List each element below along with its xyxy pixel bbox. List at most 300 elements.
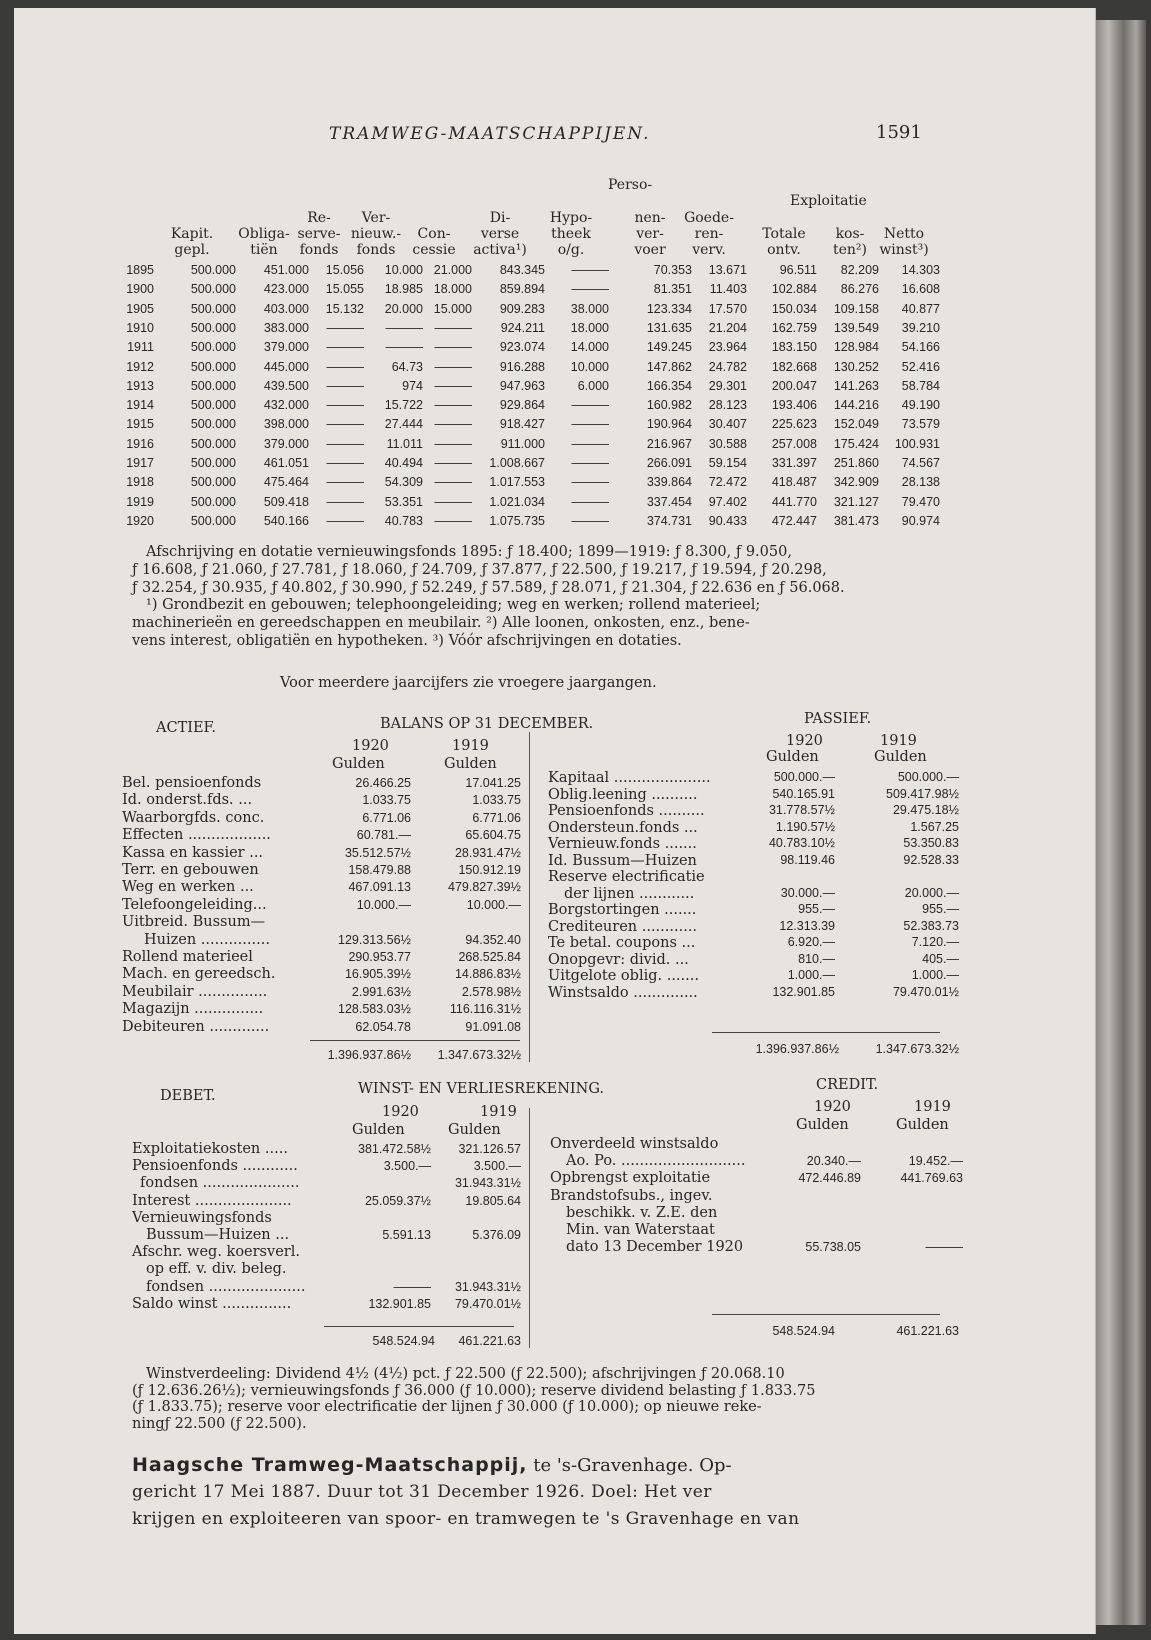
table-cell: 14.303 bbox=[901, 263, 940, 277]
header-c11-line: kos- bbox=[835, 226, 865, 242]
credit-value-1920: 55.738.05 bbox=[805, 1240, 861, 1255]
balance-actief-unit: Gulden bbox=[444, 756, 497, 772]
header-c8-line: voer bbox=[634, 242, 666, 258]
debet-label: op eff. v. div. beleg. bbox=[146, 1261, 287, 1278]
actief-label: Uitbreid. Bussum— bbox=[122, 914, 266, 931]
row-year: 1895 bbox=[126, 263, 154, 277]
actief-value-1920: 129.313.56½ bbox=[338, 932, 411, 947]
table-cell: ——— bbox=[326, 359, 364, 374]
table-cell: 10.000 bbox=[570, 359, 609, 374]
passief-value-1919: 79.470.01½ bbox=[892, 984, 959, 999]
table-cell: ——— bbox=[434, 417, 472, 432]
table-cell: 924.211 bbox=[500, 320, 545, 335]
balance-actief-year: 1919 bbox=[452, 738, 489, 754]
header-c6-line: verse bbox=[480, 226, 520, 242]
pl-debet-year: 1919 bbox=[480, 1104, 517, 1120]
row-year: 1912 bbox=[126, 359, 154, 374]
actief-value-1920: 62.054.78 bbox=[355, 1019, 411, 1034]
actief-value-1919: 116.116.31½ bbox=[449, 1002, 521, 1017]
table-cell: 1.021.034 bbox=[489, 494, 545, 509]
table-cell: 540.166 bbox=[263, 513, 309, 528]
table-cell: 40.783 bbox=[384, 513, 423, 528]
footnote-line: ƒ 16.608, ƒ 21.060, ƒ 27.781, ƒ 18.060, ƒ 24.709, ƒ 37.877, ƒ 22.500, ƒ 19.217, ƒ 19.594, ƒ 20.298, bbox=[132, 561, 827, 578]
actief-label: Mach. en gereedsch. bbox=[122, 966, 276, 983]
table-row bbox=[126, 359, 992, 379]
actief-value-1920: 60.781.— bbox=[356, 828, 411, 843]
table-cell: ——— bbox=[571, 456, 609, 470]
header-c1-line: gepl. bbox=[174, 242, 210, 258]
passief-label: Te betal. coupons ... bbox=[548, 935, 696, 951]
header-c11-line: ten²) bbox=[832, 242, 867, 258]
passief-value-1920: 31.778.57½ bbox=[768, 803, 835, 817]
passief-label: Id. Bussum—Huizen bbox=[548, 852, 697, 869]
table-cell: 379.000 bbox=[263, 436, 309, 451]
table-cell: 13.671 bbox=[708, 263, 747, 277]
pl-debet-unit: Gulden bbox=[352, 1122, 405, 1138]
table-cell: 160.982 bbox=[646, 398, 692, 413]
table-cell: ——— bbox=[385, 340, 423, 355]
row-year: 1917 bbox=[126, 456, 154, 470]
table-cell: 49.190 bbox=[901, 398, 940, 413]
actief-label: Bel. pensioenfonds bbox=[122, 775, 262, 791]
balance-passief-year: 1919 bbox=[880, 733, 917, 749]
actief-value-1920: 35.512.57½ bbox=[344, 845, 411, 860]
actief-value-1920: 467.091.13 bbox=[348, 880, 411, 895]
company-line-1-rest: te 's-Gravenhage. Op- bbox=[527, 1455, 732, 1476]
table-cell: 251.860 bbox=[833, 456, 879, 470]
table-cell: 39.210 bbox=[901, 320, 940, 335]
actief-value-1919: 479.827.39½ bbox=[448, 880, 521, 895]
table-cell: 90.974 bbox=[901, 513, 940, 528]
passief-label: Kapitaal ..................... bbox=[548, 770, 711, 786]
table-cell: 70.353 bbox=[653, 263, 692, 277]
passief-label: Uitgelote oblig. ....... bbox=[548, 968, 699, 984]
credit-label: Min. van Waterstaat bbox=[566, 1222, 715, 1238]
passief-value-1920: 12.313.39 bbox=[779, 918, 835, 933]
debet-value-1920: ——— bbox=[393, 1279, 431, 1294]
row-year: 1916 bbox=[126, 436, 154, 451]
footnote-line: machinerieën en gereedschappen en meubilair. ²) Alle loonen, onkosten, enz., bene- bbox=[132, 615, 750, 632]
actief-value-1919: 91.091.08 bbox=[465, 1019, 521, 1034]
passief-value-1919: 1.567.25 bbox=[910, 819, 959, 834]
table-cell: ——— bbox=[326, 494, 364, 509]
table-cell: 90.433 bbox=[708, 513, 747, 528]
passief-value-1919: 92.528.33 bbox=[903, 852, 959, 867]
table-cell: 500.000 bbox=[190, 456, 236, 470]
balance-title: BALANS OP 31 DECEMBER. bbox=[380, 716, 594, 732]
actief-label: Effecten .................. bbox=[122, 827, 271, 844]
balance-passief-rule bbox=[712, 1032, 940, 1033]
balance-passief-unit: Gulden bbox=[874, 749, 927, 765]
company-line-3: krijgen en exploiteeren van spoor- en tramwegen te 's Gravenhage en van bbox=[132, 1509, 800, 1529]
credit-value-1920: 472.446.89 bbox=[798, 1171, 861, 1186]
table-row bbox=[126, 378, 992, 398]
table-cell: 439.500 bbox=[263, 378, 309, 393]
actief-value-1919: 268.525.84 bbox=[458, 950, 521, 964]
table-cell: 28.138 bbox=[901, 475, 940, 490]
actief-value-1920: 16.905.39½ bbox=[344, 967, 411, 982]
table-cell: ——— bbox=[326, 340, 364, 355]
row-year: 1910 bbox=[126, 320, 154, 335]
table-cell: 15.722 bbox=[384, 398, 423, 413]
actief-value-1920: 26.466.25 bbox=[355, 776, 411, 790]
distribution-line: ningƒ 22.500 (ƒ 22.500). bbox=[132, 1415, 307, 1432]
credit-label: Brandstofsubs., ingev. bbox=[550, 1187, 713, 1204]
table-cell: 144.216 bbox=[833, 398, 879, 413]
table-cell: 38.000 bbox=[570, 301, 609, 316]
header-c10-line: ontv. bbox=[767, 242, 801, 258]
table-cell: ——— bbox=[571, 494, 609, 509]
actief-label: Telefoongeleiding... bbox=[122, 896, 267, 913]
table-cell: 40.494 bbox=[384, 456, 423, 470]
table-cell: 331.397 bbox=[771, 456, 817, 470]
table-cell: 911.000 bbox=[500, 436, 545, 451]
table-cell: 11.403 bbox=[709, 282, 747, 297]
table-cell: ——— bbox=[326, 436, 364, 451]
table-cell: ——— bbox=[326, 378, 364, 393]
table-cell: 59.154 bbox=[708, 456, 747, 470]
table-cell: 23.964 bbox=[708, 340, 747, 355]
table-cell: 139.549 bbox=[833, 320, 879, 335]
table-cell: 100.931 bbox=[894, 436, 940, 451]
credit-label: Ao. Po. ........................... bbox=[566, 1153, 746, 1170]
table-cell: ——— bbox=[571, 263, 609, 277]
table-cell: ——— bbox=[326, 513, 364, 528]
actief-value-1920: 158.479.88 bbox=[348, 863, 411, 877]
table-cell: 109.158 bbox=[833, 301, 879, 316]
footnote-line: vens interest, obligatiën en hypotheken. ³) Vóór afschrijvingen en dotaties. bbox=[132, 633, 682, 649]
actief-value-1919: 65.604.75 bbox=[465, 828, 521, 843]
passief-value-1919: 405.— bbox=[922, 951, 959, 966]
debet-label: fondsen ..................... bbox=[140, 1175, 300, 1192]
table-cell: 441.770 bbox=[771, 494, 817, 509]
table-cell: 131.635 bbox=[646, 320, 692, 335]
debet-value-1920: 25.059.37½ bbox=[364, 1193, 431, 1208]
table-cell: 500.000 bbox=[190, 263, 236, 277]
table-row bbox=[126, 513, 992, 533]
table-cell: 321.127 bbox=[833, 494, 879, 509]
table-cell: 27.444 bbox=[384, 417, 423, 432]
table-cell: 86.276 bbox=[840, 282, 879, 297]
debet-value-1919: 321.126.57 bbox=[458, 1142, 521, 1156]
passief-value-1919: 509.417.98½ bbox=[886, 786, 959, 801]
passief-value-1920: 132.901.85 bbox=[772, 984, 835, 999]
table-cell: 500.000 bbox=[190, 475, 236, 490]
passief-value-1919: 500.000.— bbox=[897, 770, 959, 784]
table-cell: 509.418 bbox=[263, 494, 309, 509]
table-cell: 500.000 bbox=[190, 282, 236, 297]
table-cell: 18.985 bbox=[384, 282, 423, 297]
passief-value-1919: 1.000.— bbox=[911, 968, 959, 982]
table-cell: 374.731 bbox=[646, 513, 692, 528]
credit-label: dato 13 December 1920 bbox=[566, 1239, 744, 1256]
debet-value-1919: 79.470.01½ bbox=[454, 1296, 521, 1311]
balance-actief-rule bbox=[310, 1040, 520, 1041]
table-row bbox=[126, 456, 992, 475]
table-cell: 461.051 bbox=[263, 456, 309, 470]
table-cell: 15.056 bbox=[325, 263, 364, 277]
table-cell: 190.964 bbox=[646, 417, 692, 432]
header-c2-line: tiën bbox=[250, 242, 278, 258]
table-cell: 141.263 bbox=[833, 378, 879, 393]
passief-total-1920: 1.396.937.86½ bbox=[755, 1042, 839, 1056]
table-cell: 183.150 bbox=[771, 340, 817, 355]
credit-label: Opbrengst exploitatie bbox=[550, 1170, 711, 1187]
table-cell: 859.894 bbox=[499, 282, 545, 297]
table-cell: 72.472 bbox=[708, 475, 747, 490]
debet-label: Saldo winst ............... bbox=[132, 1295, 292, 1312]
actief-value-1920: 128.583.03½ bbox=[338, 1002, 411, 1017]
see-also-note: Voor meerdere jaarcijfers zie vroegere jaargangen. bbox=[280, 675, 657, 691]
table-row bbox=[126, 436, 992, 456]
header-c9-line: verv. bbox=[692, 242, 726, 258]
table-cell: 10.000 bbox=[384, 263, 423, 277]
actief-value-1920: 2.991.63½ bbox=[351, 984, 411, 999]
table-cell: 96.511 bbox=[779, 263, 817, 277]
header-c7-line: o/g. bbox=[557, 242, 585, 258]
passief-value-1920: 40.783.10½ bbox=[768, 836, 835, 850]
table-cell: 54.309 bbox=[384, 475, 423, 490]
pl-credit-unit: Gulden bbox=[896, 1117, 949, 1133]
table-cell: 150.034 bbox=[771, 301, 817, 316]
table-cell: ——— bbox=[571, 398, 609, 413]
table-cell: 923.074 bbox=[499, 340, 545, 355]
debet-label: Exploitatiekosten ..... bbox=[132, 1141, 288, 1157]
table-row bbox=[126, 475, 992, 494]
footnote-line: Afschrijving en dotatie vernieuwingsfonds 1895: ƒ 18.400; 1899—1919: ƒ 8.300, ƒ 9.050, bbox=[146, 544, 792, 560]
header-c4-line: Ver- bbox=[361, 210, 391, 226]
table-cell: 40.877 bbox=[901, 301, 940, 316]
table-cell: 929.864 bbox=[499, 398, 545, 413]
actief-value-1920: 10.000.— bbox=[356, 897, 411, 912]
table-cell: 152.049 bbox=[833, 417, 879, 432]
balance-passief-year: 1920 bbox=[786, 733, 823, 749]
table-cell: 445.000 bbox=[263, 359, 309, 374]
actief-label: Id. onderst.fds. ... bbox=[122, 792, 253, 809]
actief-label: Terr. en gebouwen bbox=[122, 862, 259, 878]
table-cell: 54.166 bbox=[901, 340, 940, 355]
header-c10-line: Totale bbox=[762, 226, 806, 242]
table-cell: 1.075.735 bbox=[489, 513, 545, 528]
passief-value-1920: 540.165.91 bbox=[772, 786, 835, 801]
table-cell: 102.884 bbox=[771, 282, 817, 297]
balance-right-title: PASSIEF. bbox=[804, 711, 872, 727]
header-exploitatie-top: Exploitatie bbox=[790, 193, 867, 209]
actief-value-1919: 94.352.40 bbox=[465, 932, 521, 947]
row-year: 1913 bbox=[126, 378, 154, 393]
table-cell: 81.351 bbox=[653, 282, 692, 297]
table-cell: 30.588 bbox=[708, 436, 747, 451]
table-row bbox=[126, 320, 992, 340]
header-c9-line: ren- bbox=[694, 226, 724, 242]
table-cell: ——— bbox=[326, 417, 364, 432]
table-cell: 500.000 bbox=[190, 494, 236, 509]
actief-value-1920: 1.033.75 bbox=[362, 793, 411, 808]
table-cell: ——— bbox=[434, 436, 472, 451]
table-cell: ——— bbox=[434, 320, 472, 335]
actief-value-1919: 150.912.19 bbox=[458, 863, 521, 877]
pl-credit-rule bbox=[712, 1314, 940, 1315]
table-cell: 21.000 bbox=[433, 263, 472, 277]
row-year: 1920 bbox=[126, 513, 154, 528]
header-c6-line: activa¹) bbox=[473, 242, 527, 258]
table-cell: 128.984 bbox=[833, 340, 879, 355]
table-cell: ——— bbox=[326, 456, 364, 470]
header-c12-line: winst³) bbox=[879, 242, 929, 258]
table-cell: 337.454 bbox=[646, 494, 692, 509]
row-year: 1914 bbox=[126, 398, 154, 413]
table-cell: ——— bbox=[434, 475, 472, 490]
table-row bbox=[126, 417, 992, 436]
actief-value-1919: 17.041.25 bbox=[465, 776, 521, 790]
header-personen-top: Perso- bbox=[608, 177, 653, 193]
table-cell: 266.091 bbox=[646, 456, 692, 470]
credit-label: Onverdeeld winstsaldo bbox=[550, 1136, 719, 1152]
header-c4-line: fonds bbox=[356, 242, 396, 258]
passief-value-1919: 52.383.73 bbox=[903, 918, 959, 933]
table-cell: 500.000 bbox=[190, 436, 236, 451]
table-cell: ——— bbox=[326, 475, 364, 490]
debet-label: Bussum—Huizen ... bbox=[146, 1227, 290, 1243]
pl-divider bbox=[529, 1108, 530, 1348]
row-year: 1915 bbox=[126, 417, 154, 432]
table-cell: 918.427 bbox=[499, 417, 545, 432]
row-year: 1919 bbox=[126, 494, 154, 509]
header-c8-line: nen- bbox=[634, 210, 666, 226]
table-cell: 28.123 bbox=[708, 398, 747, 413]
table-cell: ——— bbox=[434, 513, 472, 528]
row-year: 1905 bbox=[126, 301, 154, 316]
passief-value-1920: 6.920.— bbox=[787, 935, 835, 949]
table-cell: 15.132 bbox=[325, 301, 364, 316]
pl-credit-year: 1919 bbox=[914, 1099, 951, 1115]
pl-debet-unit: Gulden bbox=[448, 1122, 501, 1138]
pl-credit-unit: Gulden bbox=[796, 1117, 849, 1133]
table-cell: 342.909 bbox=[833, 475, 879, 490]
table-cell: 149.245 bbox=[646, 340, 692, 355]
header-c12-line: Netto bbox=[883, 226, 925, 242]
actief-label: Huizen ............... bbox=[144, 931, 270, 948]
debet-value-1920: 132.901.85 bbox=[368, 1296, 431, 1311]
table-cell: 73.579 bbox=[901, 417, 940, 432]
table-cell: ——— bbox=[571, 436, 609, 451]
credit-value-1919: 19.452.— bbox=[908, 1154, 963, 1169]
header-c9-line: Goede- bbox=[684, 210, 734, 226]
header-c8-line: ver- bbox=[636, 226, 664, 242]
actief-label: Kassa en kassier ... bbox=[122, 844, 264, 861]
table-cell: 14.000 bbox=[570, 340, 609, 355]
debet-label: Interest ..................... bbox=[132, 1192, 292, 1209]
table-cell: ——— bbox=[434, 378, 472, 393]
table-row bbox=[126, 398, 992, 417]
header-c3-line: serve- bbox=[297, 226, 341, 242]
passief-label: Oblig.leening .......... bbox=[548, 786, 698, 803]
debet-label: Afschr. weg. koersverl. bbox=[132, 1244, 300, 1261]
header-c1-line: Kapit. bbox=[170, 226, 214, 242]
table-cell: 423.000 bbox=[263, 282, 309, 297]
credit-value-1919: ——— bbox=[925, 1240, 963, 1255]
table-cell: 947.963 bbox=[499, 378, 545, 393]
table-cell: 52.416 bbox=[901, 359, 940, 374]
passief-value-1919: 7.120.— bbox=[911, 935, 959, 949]
distribution-line: (ƒ 1.833.75); reserve voor electrificatie der lijnen ƒ 30.000 (ƒ 10.000); op nieuwe reke- bbox=[132, 1399, 762, 1415]
actief-label: Magazijn ............... bbox=[122, 1001, 264, 1018]
credit-label: beschikk. v. Z.E. den bbox=[566, 1204, 718, 1221]
credit-total-1919: 461.221.63 bbox=[896, 1324, 959, 1338]
passief-label: Borgstortingen ....... bbox=[548, 902, 697, 918]
table-cell: ——— bbox=[571, 475, 609, 490]
table-cell: 500.000 bbox=[190, 513, 236, 528]
table-cell: 500.000 bbox=[190, 359, 236, 374]
row-year: 1918 bbox=[126, 475, 154, 490]
distribution-line: (ƒ 12.636.26½); vernieuwingsfonds ƒ 36.000 (ƒ 10.000); reserve dividend belasting ƒ 1.833.75 bbox=[132, 1382, 816, 1399]
table-cell: ——— bbox=[385, 320, 423, 335]
table-cell: 123.334 bbox=[646, 301, 692, 316]
table-cell: 20.000 bbox=[384, 301, 423, 316]
table-cell: 53.351 bbox=[384, 494, 423, 509]
debet-value-1919: 19.805.64 bbox=[465, 1193, 521, 1208]
header-c2-line: Obliga- bbox=[238, 226, 290, 242]
table-row bbox=[126, 494, 992, 514]
header-c7-line: Hypo- bbox=[549, 210, 593, 226]
pl-debet-rule bbox=[324, 1326, 514, 1327]
actief-value-1920: 290.953.77 bbox=[348, 950, 411, 964]
passief-label: Reserve electrificatie bbox=[548, 869, 705, 885]
running-header: TRAMWEG-MAATSCHAPPIJEN. bbox=[329, 124, 651, 144]
debet-value-1919: 3.500.— bbox=[473, 1159, 521, 1174]
credit-value-1920: 20.340.— bbox=[806, 1154, 861, 1169]
table-cell: ——— bbox=[326, 320, 364, 335]
debet-label: fondsen ..................... bbox=[146, 1278, 306, 1295]
table-cell: 418.487 bbox=[771, 475, 817, 490]
table-cell: 130.252 bbox=[833, 359, 879, 374]
table-cell: 11.011 bbox=[386, 436, 423, 451]
actief-value-1919: 1.033.75 bbox=[472, 793, 521, 808]
table-cell: ——— bbox=[571, 282, 609, 297]
debet-value-1919: 5.376.09 bbox=[472, 1228, 521, 1242]
actief-value-1919: 10.000.— bbox=[466, 897, 521, 912]
table-cell: 216.967 bbox=[646, 436, 692, 451]
credit-value-1919: 441.769.63 bbox=[900, 1171, 963, 1186]
table-cell: 147.862 bbox=[646, 359, 692, 374]
table-cell: 166.354 bbox=[646, 378, 692, 393]
table-cell: 843.345 bbox=[499, 263, 545, 277]
book-binding bbox=[1096, 20, 1146, 1625]
balance-actief-unit: Gulden bbox=[332, 756, 385, 772]
header-c5-line: cessie bbox=[412, 242, 456, 258]
table-cell: 18.000 bbox=[433, 282, 472, 297]
table-cell: 97.402 bbox=[708, 494, 747, 509]
actief-label: Meubilair ............... bbox=[122, 983, 268, 1000]
debet-label: Vernieuwingsfonds bbox=[132, 1209, 272, 1226]
table-cell: 451.000 bbox=[263, 263, 309, 277]
distribution-line: Winstverdeeling: Dividend 4½ (4½) pct. ƒ 22.500 (ƒ 22.500); afschrijvingen ƒ 20.068.10 bbox=[146, 1366, 785, 1382]
table-cell: 6.000 bbox=[577, 378, 609, 393]
table-cell: 79.470 bbox=[901, 494, 940, 509]
company-line-2: gericht 17 Mei 1887. Duur tot 31 December 1926. Doel: Het ver bbox=[132, 1482, 712, 1502]
table-row bbox=[127, 340, 992, 359]
table-cell: ——— bbox=[434, 340, 472, 355]
table-cell: 257.008 bbox=[771, 436, 817, 451]
actief-label: Waarborgfds. conc. bbox=[122, 809, 265, 826]
table-cell: 182.668 bbox=[771, 359, 817, 374]
table-cell: 974 bbox=[402, 378, 423, 393]
table-cell: 1.008.667 bbox=[489, 456, 545, 470]
table-cell: 475.464 bbox=[263, 475, 309, 490]
table-cell: 17.570 bbox=[708, 301, 747, 316]
table-cell: ——— bbox=[434, 494, 472, 509]
table-cell: 500.000 bbox=[190, 340, 236, 355]
